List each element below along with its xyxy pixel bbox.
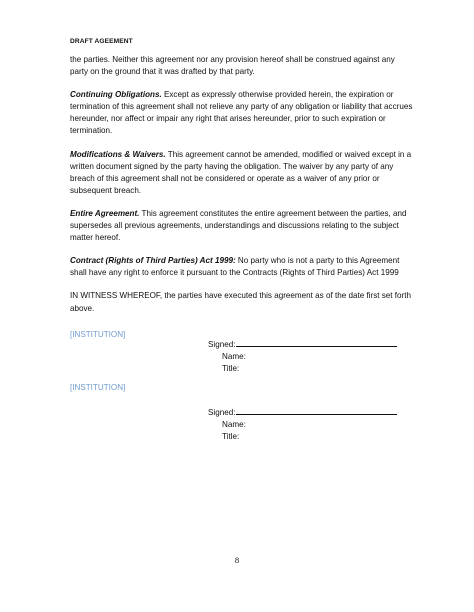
title-label: Title:	[222, 364, 240, 373]
paragraph-heading: Entire Agreement.	[70, 208, 140, 218]
signed-row	[208, 338, 397, 351]
paragraph-heading: Contract (Rights of Third Parties) Act 1999:	[70, 256, 236, 266]
title-row	[208, 363, 397, 375]
paragraph-continuing-obligations	[70, 89, 415, 137]
paragraph-construction	[70, 54, 415, 78]
paragraph-text: This agreement cannot be amended, modified or waived except in a written document signed by the party having the obligation. The waiver by any party of any breach of this agreement shall not be considered or operate as a waiver of any prior or subsequent breach.	[70, 149, 412, 195]
signed-label: Signed:	[208, 408, 236, 417]
paragraph-text: IN WITNESS WHEREOF, the parties have executed this agreement as of the date first set forth above.	[70, 291, 411, 313]
signed-row	[208, 406, 397, 419]
name-row	[208, 351, 397, 363]
name-label: Name:	[222, 352, 246, 361]
signed-label: Signed:	[208, 340, 236, 349]
document-header: DRAFT AGEEMENT	[70, 38, 133, 45]
paragraph-in-witness	[70, 290, 415, 314]
paragraph-text: This agreement constitutes the entire agreement between the parties, and supersedes all previous agreements, understandings and discussions relating to the subject matter hereof.	[70, 208, 407, 243]
name-row	[208, 419, 397, 431]
paragraph-text: the parties. Neither this agreement nor any provision hereof shall be construed against any party on the ground that it was drafted by that party.	[70, 55, 395, 77]
paragraph-text: Except as expressly otherwise provided herein, the expiration or termination of this agreement shall not relieve any party of any obligation or liability that accrues hereunder, nor affect or impair any right that arises hereunder, prior to such expiration or termination.	[70, 90, 413, 136]
name-label: Name:	[222, 420, 246, 429]
signature-line[interactable]	[236, 406, 397, 415]
paragraph-heading: Continuing Obligations.	[70, 90, 162, 100]
signature-block-1	[208, 338, 397, 375]
document-body	[70, 54, 415, 326]
page-number: 8	[234, 555, 240, 565]
signature-line[interactable]	[236, 338, 397, 347]
paragraph-third-parties	[70, 255, 415, 279]
paragraph-heading: Modifications & Waivers.	[70, 149, 166, 159]
institution-placeholder-2: [INSTITUTION]	[70, 383, 126, 392]
paragraph-text: No party who is not a party to this Agreement shall have any right to enforce it pursuant to the Contracts (Rights of Third Parties) Act 1999	[70, 256, 400, 278]
title-label: Title:	[222, 432, 240, 441]
paragraph-modifications-waivers	[70, 149, 415, 197]
paragraph-entire-agreement	[70, 208, 415, 244]
institution-placeholder-1: [INSTITUTION]	[70, 330, 126, 339]
signature-block-2	[208, 406, 397, 443]
title-row	[208, 431, 397, 443]
